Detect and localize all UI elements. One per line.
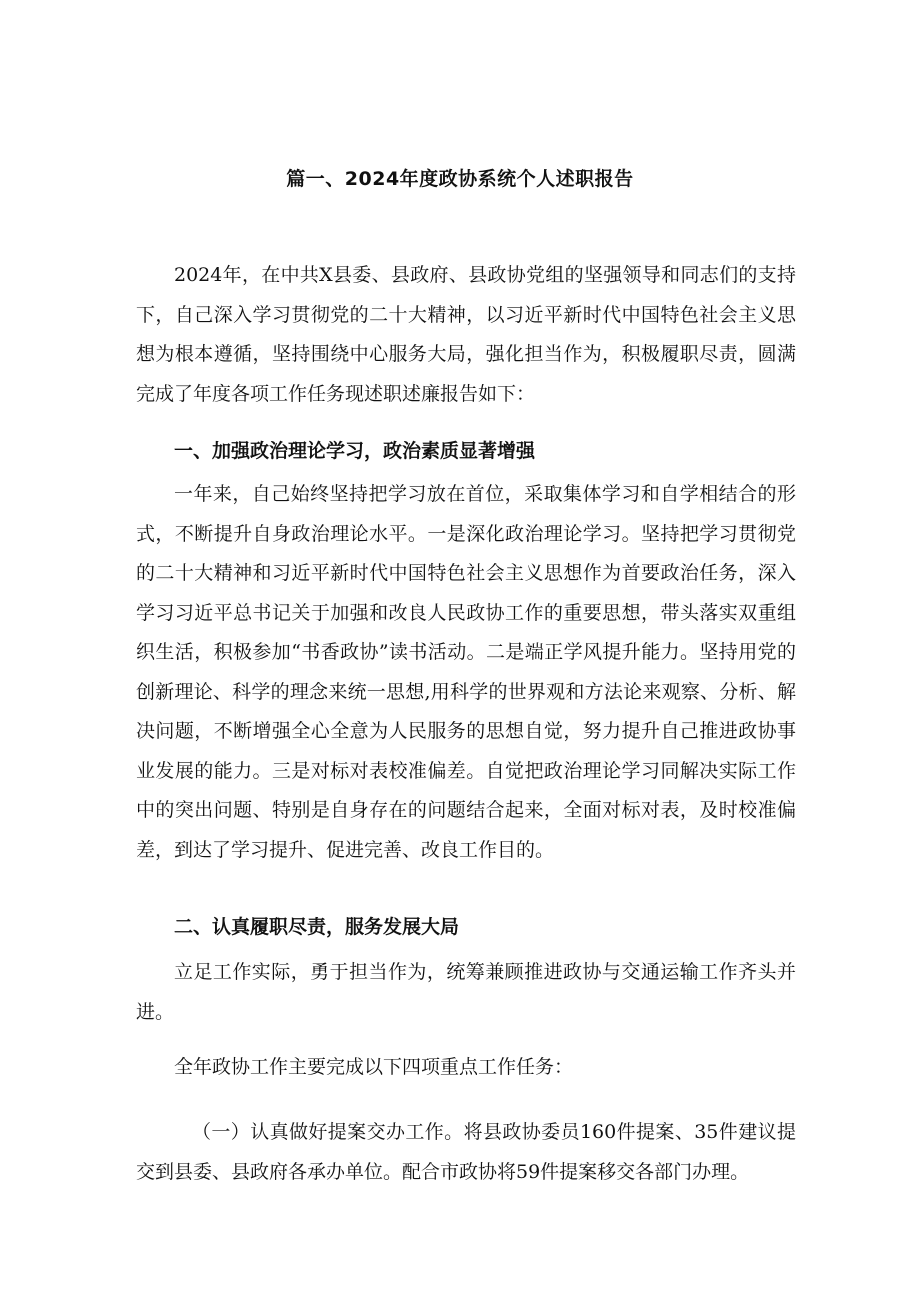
document-title: 篇一、2024年度政协系统个人述职报告 xyxy=(286,168,634,190)
section-1-heading: 一、加强政治理论学习，政治素质显著增强 xyxy=(174,440,536,462)
section-2-paragraph-2: 全年政协工作主要完成以下四项重点工作任务： xyxy=(174,1056,574,1078)
intro-paragraph: 2024年，在中共X县委、县政府、县政协党组的坚强领导和同志们的支持下，自己深入学习贯彻党的二十大精神，以习近平新时代中国特色社会主义思想为根本遵循，坚持围绕中心服务大局，强化担当作为，积极履职尽责，圆满完成了年度各项工作任务现述职述廉报告如下： xyxy=(136,264,796,405)
section-2-paragraph-1: 立足工作实际，勇于担当作为，统筹兼顾推进政协与交通运输工作齐头并进。 xyxy=(136,961,796,1023)
section-2-item-1: （一）认真做好提案交办工作。将县政协委员160件提案、35件建议提交到县委、县政府各承办单位。配合市政协将59件提案移交各部门办理。 xyxy=(136,1121,796,1183)
section-2-heading: 二、认真履职尽责，服务发展大局 xyxy=(174,916,460,938)
section-1-body: 一年来，自己始终坚持把学习放在首位，采取集体学习和自学相结合的形式，不断提升自身政治理论水平。一是深化政治理论学习。坚持把学习贯彻党的二十大精神和习近平新时代中国特色社会主义思想作为首要政治任务，深入学习习近平总书记关于加强和改良人民政协工作的重要思想，带头落实双重组织生活，积极参加“书香政协”读书活动。二是端正学风提升能力。坚持用党的创新理论、科学的理念来统一思想,用科学的世界观和方法论来观察、分析、解决问题，不断增强全心全意为人民服务的思想自觉，努力提升自己推进政协事业发展的能力。三是对标对表校准偏差。自觉把政治理论学习同解决实际工作中的突出问题、特别是自身存在的问题结合起来，全面对标对表，及时校准偏差，到达了学习提升、促进完善、改良工作目的。 xyxy=(136,483,796,861)
